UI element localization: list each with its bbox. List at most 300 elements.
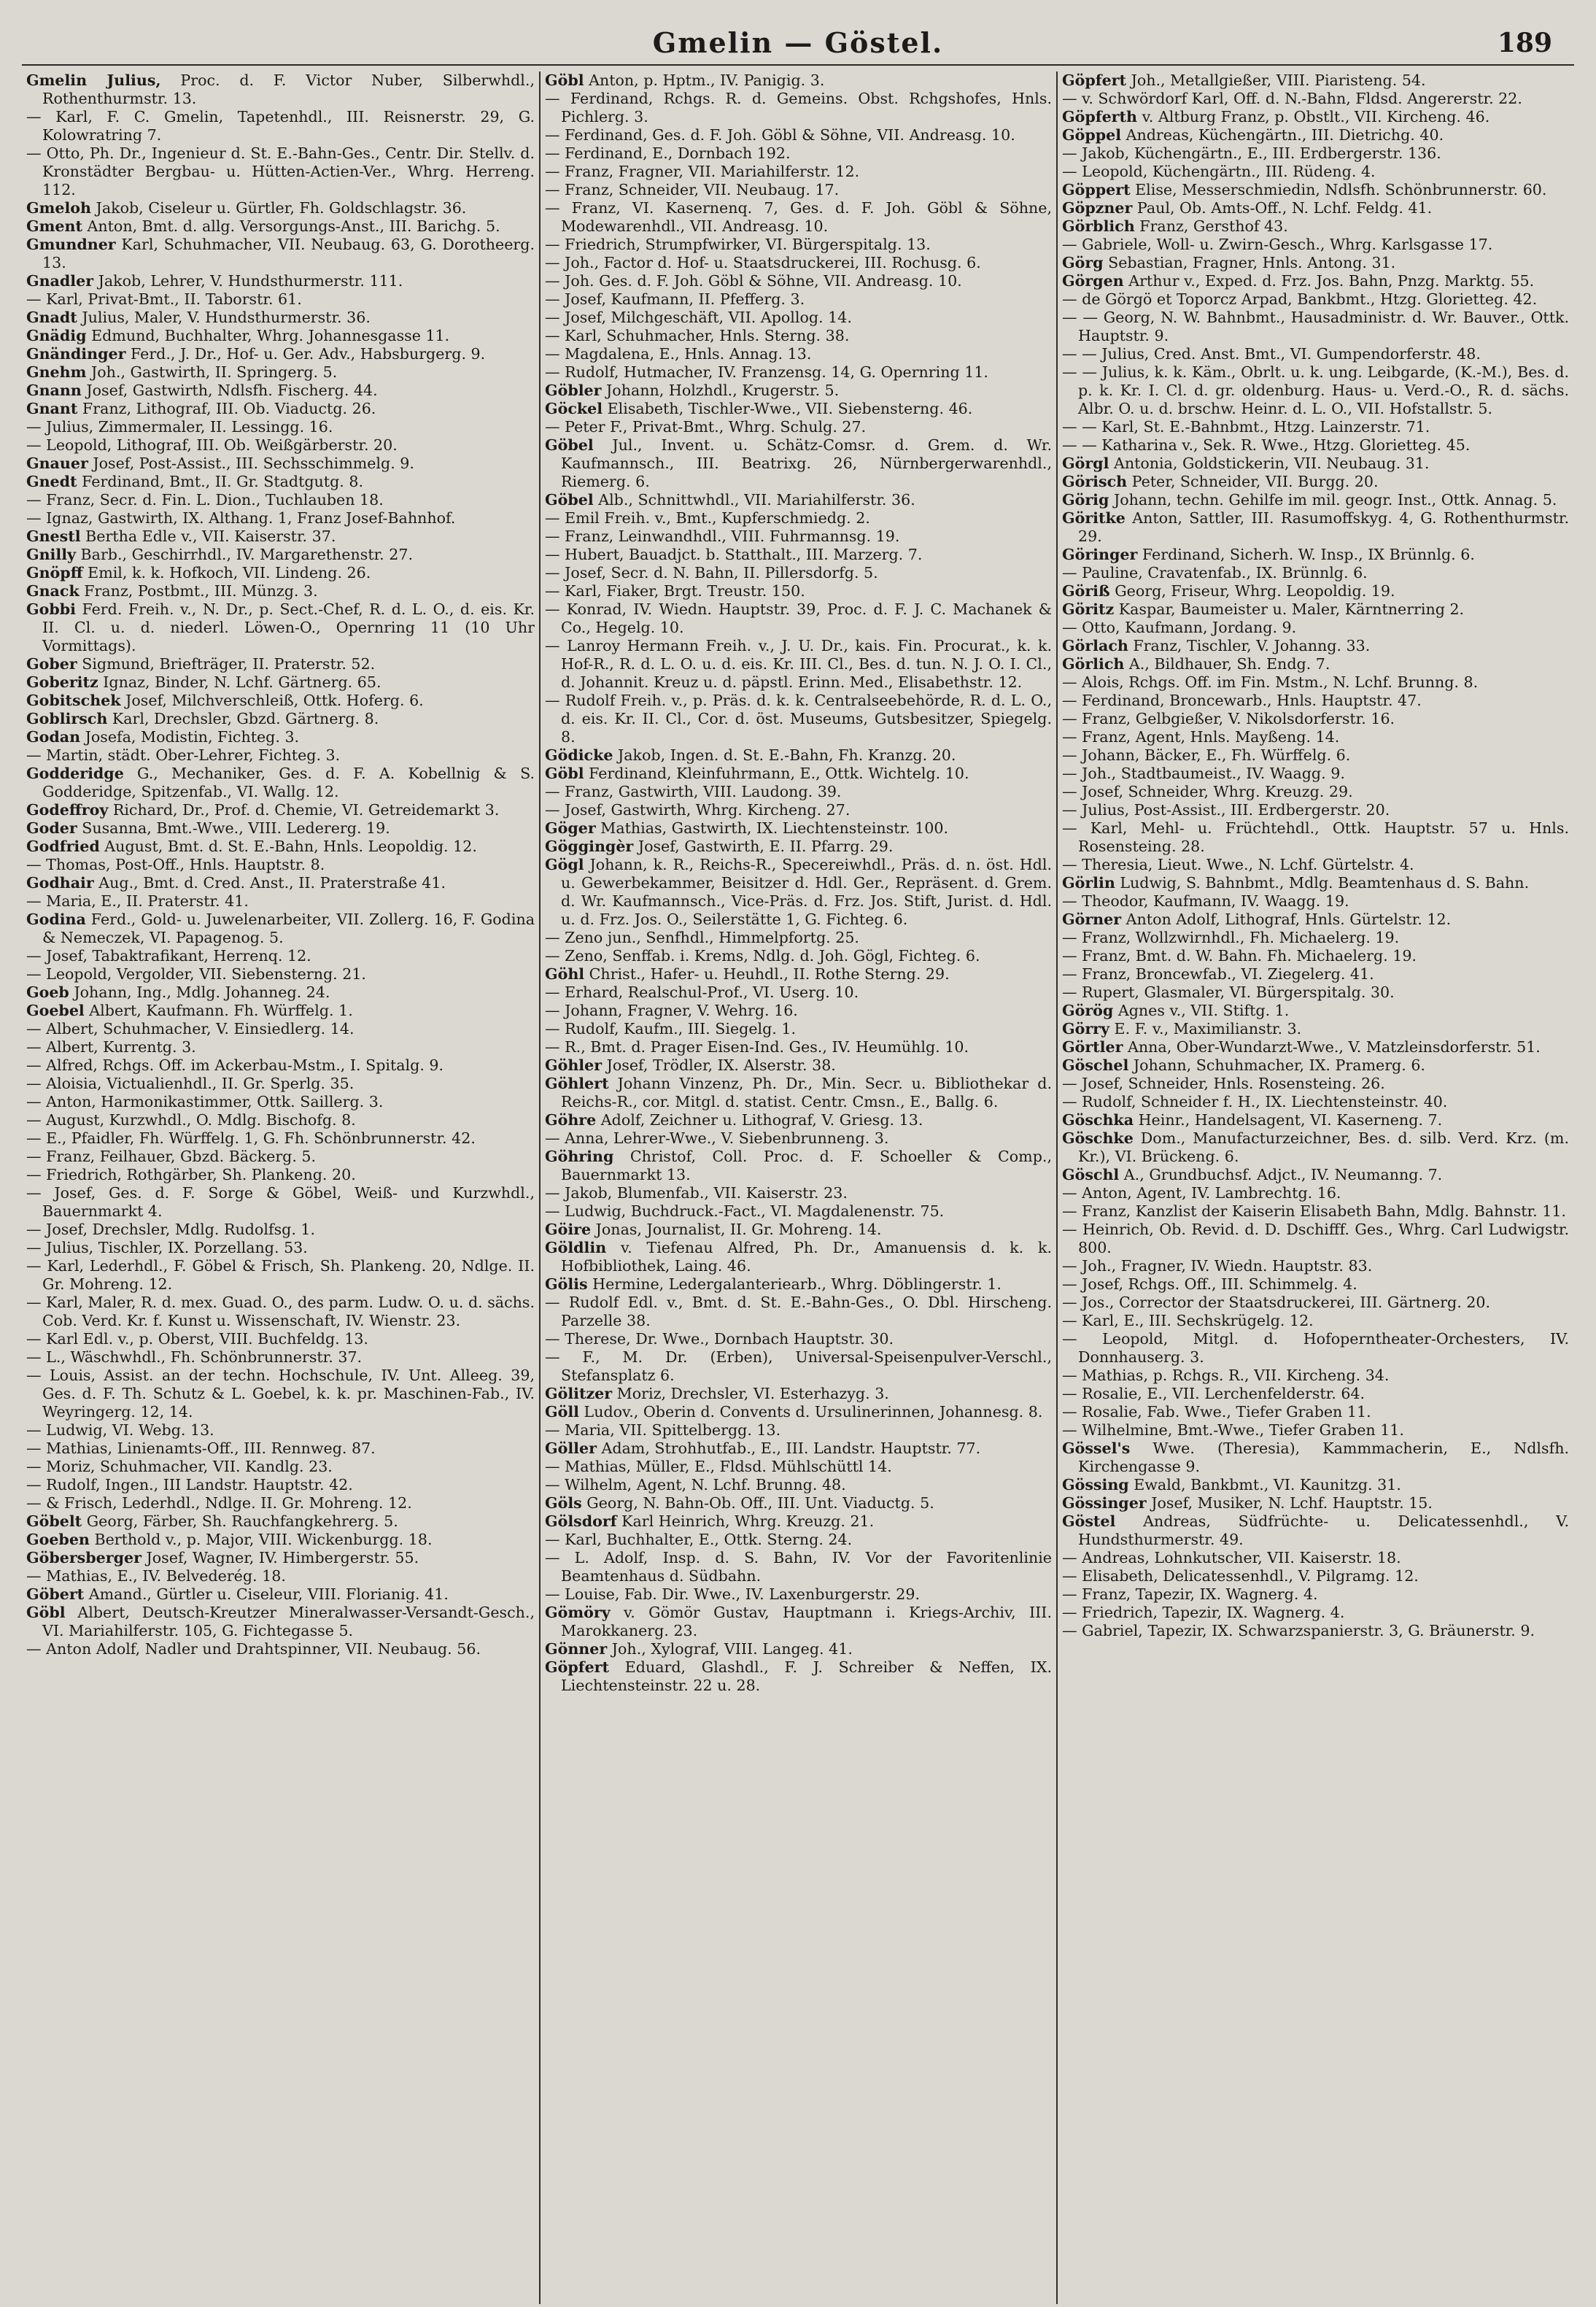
entry-surname: Göhl [545, 965, 585, 983]
entry-details: Ludwig, S. Bahnbmt., Mdlg. Beamtenhaus d. S. Bahn. [1115, 874, 1530, 892]
directory-entry [545, 1148, 1052, 1184]
directory-entry [26, 1458, 535, 1476]
entry-details: Karl, Schuhmacher, VII. Neubaug. 63, G. Dorotheerg. 13. [42, 236, 535, 271]
entry-details: Franz, Postbmt., III. Münzg. 3. [79, 582, 318, 600]
entry-details: — Josef, Schneider, Whrg. Kreuzg. 29. [1062, 783, 1353, 800]
entry-details: — — Karl, St. E.-Bahnbmt., Htzg. Lainzerstr. 71. [1062, 418, 1430, 436]
directory-entry [1062, 254, 1569, 272]
directory-entry [26, 1294, 535, 1330]
directory-entry [26, 327, 535, 345]
entry-details: Ewald, Bankbmt., VI. Kaunitzg. 31. [1128, 1476, 1401, 1493]
directory-entry [1062, 1002, 1569, 1020]
entry-details: — Anton, Harmonikastimmer, Ottk. Saillerg. 3. [26, 1093, 384, 1110]
entry-details: Ferd., Gold- u. Juwelenarbeiter, VII. Zollerg. 16, F. Godina & Nemeczek, VI. Papagenog. 5. [42, 911, 535, 946]
entry-details: Josef, Musiker, N. Lchf. Hauptstr. 15. [1146, 1494, 1433, 1512]
entry-details: — Franz, Fragner, VII. Mariahilferstr. 12. [545, 163, 860, 180]
directory-entry [545, 1330, 1052, 1348]
directory-entry [545, 1640, 1052, 1658]
entry-details: E. F. v., Maximilianstr. 3. [1109, 1020, 1302, 1037]
entry-details: Albert, Kaufmann. Fh. Würffelg. 1. [84, 1002, 353, 1019]
directory-entry [26, 600, 535, 655]
directory-entry [545, 72, 1052, 90]
directory-entry [1062, 801, 1569, 819]
directory-entry [1062, 1512, 1569, 1549]
directory-entry [1062, 746, 1569, 765]
directory-entry [26, 1148, 535, 1166]
directory-entry [1062, 1330, 1569, 1367]
directory-entry [26, 272, 535, 290]
entry-surname: Görög [1062, 1002, 1114, 1019]
directory-entry [545, 327, 1052, 345]
entry-details: — Franz, Schneider, VII. Neubaug. 17. [545, 181, 840, 198]
entry-details: — Franz, Tapezir, IX. Wagnerg. 4. [1062, 1585, 1318, 1603]
entry-surname: Goebel [26, 1002, 85, 1019]
directory-entry [545, 984, 1052, 1002]
entry-surname: Gölsdorf [545, 1512, 617, 1530]
directory-entry [545, 1385, 1052, 1403]
entry-details: — Alois, Rchgs. Off. im Fin. Mstm., N. Lchf. Brunng. 8. [1062, 673, 1479, 691]
directory-entry [545, 400, 1052, 418]
directory-entry [26, 436, 535, 455]
entry-details: Ludov., Oberin d. Convents d. Ursulinerinnen, Johannesg. 8. [578, 1403, 1043, 1421]
entry-details: Ferd., J. Dr., Hof- u. Ger. Adv., Habsburgerg. 9. [125, 345, 486, 363]
directory-entry [26, 418, 535, 436]
entry-details: — & Frisch, Lederhdl., Ndlge. II. Gr. Mohreng. 12. [26, 1494, 412, 1512]
directory-entry [545, 1531, 1052, 1549]
entry-details: Josef, Wagner, IV. Himbergerstr. 55. [141, 1549, 419, 1566]
directory-entry [26, 217, 535, 236]
entry-surname: Gnadt [26, 309, 77, 326]
entry-details: Emil, k. k. Hofkoch, VII. Lindeng. 26. [82, 564, 371, 581]
directory-entry [545, 163, 1052, 181]
directory-entry [26, 363, 535, 382]
entry-surname: Göschke [1062, 1129, 1134, 1147]
directory-entry [1062, 546, 1569, 564]
entry-surname: Gössinger [1062, 1494, 1147, 1512]
entry-surname: Göbelt [26, 1512, 82, 1530]
entry-details: — Rudolf, Hutmacher, IV. Franzensg. 14, G. Opernring 11. [545, 363, 988, 381]
directory-entry [26, 1512, 535, 1531]
directory-entry [26, 1184, 535, 1221]
directory-entry [1062, 874, 1569, 892]
entry-details: — Maria, E., II. Praterstr. 41. [26, 892, 249, 910]
directory-entry [1062, 655, 1569, 673]
entry-details: — Karl, Buchhalter, E., Ottk. Sterng. 24. [545, 1531, 853, 1548]
entry-surname: Gment [26, 217, 82, 235]
entry-surname: Görisch [1062, 473, 1128, 490]
directory-entry [26, 400, 535, 418]
directory-entry [26, 309, 535, 327]
entry-details: Johann, k. R., Reichs-R., Specereiwhdl., Präs. d. n. öst. Hdl. u. Gewerbekammer, Beisitzer d. Hdl. Ger., Repräsent. d. Grem. d. Wr. Kaufmannsch., Vice-Präs. d. Frz. Jos. Stift, Jurist. d. Hdl. u. d. Frz. Jos. O., Seilerstätte 1, G. Fichteg. 6. [561, 856, 1052, 928]
directory-entry [545, 90, 1052, 126]
entry-surname: Göppel [1062, 126, 1122, 144]
directory-entry [1062, 1221, 1569, 1257]
entry-details: Agnes v., VII. Stiftg. 1. [1113, 1002, 1290, 1019]
entry-surname: Gössel's [1062, 1440, 1131, 1457]
page-header [22, 20, 1574, 66]
entry-details: Elisabeth, Tischler-Wwe., VII. Siebensterng. 46. [603, 400, 973, 417]
entry-details: — Aloisia, Victualienhdl., II. Gr. Sperlg. 35. [26, 1075, 355, 1092]
entry-details: Sebastian, Fragner, Hnls. Antong. 31. [1103, 254, 1396, 271]
entry-details: — Wilhelm, Agent, N. Lchf. Brunng. 48. [545, 1476, 846, 1493]
entry-details: — Rupert, Glasmaler, VI. Bürgerspitalg. 30. [1062, 984, 1395, 1001]
entry-details: — L., Wäschwhdl., Fh. Schönbrunnerstr. 37. [26, 1348, 363, 1366]
entry-surname: Göldlin [545, 1239, 607, 1256]
directory-entry [26, 528, 535, 546]
entry-surname: Gnant [26, 400, 78, 417]
directory-entry [545, 1129, 1052, 1148]
entry-details: — Jos., Corrector der Staatsdruckerei, III. Gärtnerg. 20. [1062, 1294, 1491, 1311]
entry-details: — Moriz, Schuhmacher, VII. Kandlg. 23. [26, 1458, 333, 1475]
entry-details: Johann, Holzhdl., Krugerstr. 5. [601, 382, 840, 399]
entry-surname: Gömöry [545, 1604, 611, 1621]
entry-details: Kaspar, Baumeister u. Maler, Kärntnerring 2. [1114, 600, 1465, 618]
entry-surname: Goeb [26, 984, 69, 1001]
directory-entry [545, 345, 1052, 363]
entry-details: — Anna, Lehrer-Wwe., V. Siebenbrunneng. 3. [545, 1129, 889, 1147]
directory-entry [545, 1075, 1052, 1111]
entry-details: — Franz, Gelbgießer, V. Nikolsdorferstr. 16. [1062, 710, 1395, 727]
entry-details: — Karl, E., III. Sechskrügelg. 12. [1062, 1312, 1314, 1329]
entry-details: Josefa, Modistin, Fichteg. 3. [80, 728, 300, 746]
entry-details: Aug., Bmt. d. Cred. Anst., II. Praterstraße 41. [93, 874, 446, 892]
entry-details: Johann Vinzenz, Ph. Dr., Min. Secr. u. Bibliothekar d. Reichs-R., cor. Mitgl. d. statist. Centr. Cmsn., E., Ballg. 6. [561, 1075, 1052, 1110]
entry-details: Georg, N. Bahn-Ob. Off., III. Unt. Viaductg. 5. [581, 1494, 934, 1512]
entry-surname: Göpfert [1062, 72, 1127, 89]
directory-entry [26, 819, 535, 838]
entry-details: — Johann, Fragner, V. Wehrg. 16. [545, 1002, 798, 1019]
entry-surname: Göritz [1062, 600, 1115, 618]
entry-details: — Josef, Schneider, Hnls. Rosensteing. 26. [1062, 1075, 1385, 1092]
entry-surname: Görlin [1062, 874, 1115, 892]
directory-entry [1062, 1075, 1569, 1093]
directory-entry [545, 436, 1052, 491]
directory-entry [26, 856, 535, 874]
entry-details: Sigmund, Briefträger, II. Praterstr. 52. [77, 655, 376, 673]
entry-surname: Göbl [545, 72, 584, 89]
directory-entry [545, 1421, 1052, 1440]
entry-details: — Ferdinand, Broncewarb., Hnls. Hauptstr. 47. [1062, 692, 1422, 709]
entry-details: — Ludwig, Buchdruck.-Fact., VI. Magdalenenstr. 75. [545, 1202, 945, 1220]
entry-details: — Maria, VII. Spittelbergg. 13. [545, 1421, 781, 1439]
directory-entry [545, 1239, 1052, 1275]
directory-entry [545, 528, 1052, 546]
entry-surname: Göpfert [545, 1658, 610, 1676]
entry-details: — Elisabeth, Delicatessenhdl., V. Pilgramg. 12. [1062, 1567, 1419, 1585]
entry-details: Jakob, Ingen. d. St. E.-Bahn, Fh. Kranzg. 20. [613, 746, 956, 764]
entry-details: — v. Schwördorf Karl, Off. d. N.-Bahn, Fldsd. Angererstr. 22. [1062, 90, 1522, 107]
directory-entry [26, 108, 535, 144]
directory-entry [1062, 619, 1569, 637]
directory-entry [545, 582, 1052, 600]
entry-surname: Görig [1062, 491, 1109, 509]
entry-details: Christ., Hafer- u. Heuhdl., II. Rothe Sterng. 29. [584, 965, 950, 983]
directory-entry [26, 564, 535, 582]
entry-details: Jakob, Ciseleur u. Gürtler, Fh. Goldschlagstr. 36. [91, 199, 467, 217]
entry-surname: Godhair [26, 874, 94, 892]
directory-entry [26, 1093, 535, 1111]
entry-surname: Göschka [1062, 1111, 1134, 1129]
entry-details: Anton, Bmt. d. allg. Versorgungs-Anst., III. Barichg. 5. [82, 217, 500, 235]
directory-entry [26, 874, 535, 892]
entry-details: — Albert, Kurrentg. 3. [26, 1038, 196, 1056]
entry-details: v. Altburg Franz, p. Obstlt., VII. Kircheng. 46. [1137, 108, 1490, 125]
entry-surname: Göbel [545, 491, 594, 509]
entry-details: Karl Heinrich, Whrg. Kreuzg. 21. [616, 1512, 875, 1530]
entry-details: — Mathias, E., IV. Belvederég. 18. [26, 1567, 286, 1585]
entry-details: Ferdinand, Bmt., II. Gr. Stadtgutg. 8. [77, 473, 363, 490]
directory-entry [545, 1585, 1052, 1604]
entry-surname: Goder [26, 819, 77, 837]
entry-details: — Heinrich, Ob. Revid. d. D. Dschifff. Ges., Whrg. Carl Ludwigstr. 800. [1062, 1221, 1569, 1256]
entry-surname: Göbel [545, 436, 594, 454]
page-number: 189 [1497, 28, 1552, 58]
entry-details: Josef, Post-Assist., III. Sechsschimmelg. 9. [88, 455, 414, 472]
entry-details: Jul., Invent. u. Schätz-Comsr. d. Grem. d. Wr. Kaufmannsch., III. Beatrixg. 26, Nürnbergerwarenhdl., Riemerg. 6. [561, 436, 1052, 490]
entry-surname: Gödicke [545, 746, 613, 764]
entry-details: — Alfred, Rchgs. Off. im Ackerbau-Mstm., I. Spitalg. 9. [26, 1056, 444, 1074]
entry-details: — Karl, Schuhmacher, Hnls. Sterng. 38. [545, 327, 850, 344]
entry-details: — Otto, Kaufmann, Jordang. 9. [1062, 619, 1297, 636]
entry-surname: Görg [1062, 254, 1104, 271]
directory-entry [26, 345, 535, 363]
directory-entry [545, 819, 1052, 838]
entry-details: — Jakob, Küchengärtn., E., III. Erdbergerstr. 136. [1062, 144, 1441, 162]
directory-entry [1062, 1038, 1569, 1056]
directory-entry [26, 1367, 535, 1421]
entry-details: Joh., Gastwirth, II. Springerg. 5. [86, 363, 338, 381]
directory-entry [1062, 1385, 1569, 1403]
entry-details: — Karl, Lederhdl., F. Göbel & Frisch, Sh. Plankeng. 20, Ndlge. II. Gr. Mohreng. 12. [26, 1257, 535, 1293]
entry-details: — — Katharina v., Sek. R. Wwe., Htzg. Glorietteg. 45. [1062, 436, 1471, 454]
entry-details: — Mathias, Linienamts-Off., III. Rennweg. 87. [26, 1440, 376, 1457]
directory-entry [545, 765, 1052, 783]
entry-surname: Goblirsch [26, 710, 108, 727]
entry-details: — F., M. Dr. (Erben), Universal-Speisenpulver-Verschl., Stefansplatz 6. [545, 1348, 1052, 1384]
entry-details: Adolf, Zeichner u. Lithograf, V. Griesg. 13. [596, 1111, 923, 1129]
entry-surname: Godan [26, 728, 81, 746]
entry-details: — Karl, Fiaker, Brgt. Treustr. 150. [545, 582, 805, 600]
entry-details: — — Julius, k. k. Käm., Obrlt. u. k. ung. Leibgarde, (K.-M.), Bes. d. p. k. Kr. I. Cl. d. gr. oldenburg. Haus- u. Verd.-O., R. d. sächs. Albr. O. u. d. brschw. Heinr. d. L. O., VII. Hofstallstr. 5. [1062, 363, 1569, 417]
directory-entry [1062, 1421, 1569, 1440]
directory-entry [1062, 692, 1569, 710]
entry-surname: Göpzner [1062, 199, 1133, 217]
directory-entry [26, 236, 535, 272]
entry-details: v. Gömör Gustav, Hauptmann i. Kriegs-Archiv, III. Marokkanerg. 23. [561, 1604, 1052, 1639]
entry-details: — Mathias, Müller, E., Fldsd. Mühlschüttl 14. [545, 1458, 892, 1475]
entry-details: — Karl, Mehl- u. Früchtehdl., Ottk. Hauptstr. 57 u. Hnls. Rosensteing. 28. [1062, 819, 1569, 855]
entry-details: Bertha Edle v., VII. Kaiserstr. 37. [80, 528, 336, 545]
directory-entry [545, 546, 1052, 564]
entry-surname: Görblich [1062, 217, 1135, 235]
entry-details: — Gabriele, Woll- u. Zwirn-Gesch., Whrg. Karlsgasse 17. [1062, 236, 1493, 253]
entry-surname: Göbler [545, 382, 602, 399]
entry-details: — Rudolf Freih. v., p. Präs. d. k. k. Centralseebehörde, R. d. L. O., d. eis. Kr. II. Cl., Cor. d. öst. Museums, Gutsbesitzer, Spiegelg. 8. [545, 692, 1052, 746]
directory-entry [1062, 783, 1569, 801]
directory-entry [545, 1440, 1052, 1458]
entry-details: — Franz, Leinwandhdl., VIII. Fuhrmannsg. 19. [545, 528, 900, 545]
entry-surname: Gnedt [26, 473, 77, 490]
directory-entry [1062, 1184, 1569, 1202]
entry-surname: Göhring [545, 1148, 614, 1165]
entry-details: Georg, Färber, Sh. Rauchfangkehrerg. 5. [82, 1512, 398, 1530]
directory-entry [545, 856, 1052, 929]
entry-details: Franz, Lithograf, III. Ob. Viaductg. 26. [77, 400, 376, 417]
entry-details: — Franz, Kanzlist der Kaiserin Elisabeth Bahn, Mdlg. Bahnstr. 11. [1062, 1202, 1566, 1220]
entry-surname: Gnöpff [26, 564, 83, 581]
directory-entry [26, 1604, 535, 1640]
entry-details: — Konrad, IV. Wiedn. Hauptstr. 39, Proc. d. F. J. C. Machanek & Co., Hegelg. 10. [545, 600, 1052, 636]
entry-details: — Martin, städt. Ober-Lehrer, Fichteg. 3. [26, 746, 341, 764]
entry-details: — Lanroy Hermann Freih. v., J. U. Dr., kais. Fin. Procurat., k. k. Hof-R., R. d. L. O. u. d. eis. Kr. III. Cl., Bes. d. tun. N. J. O. I. Cl., d. Johannit. Kreuz u. d. päpstl. Erinn. Med., Elisabethstr. 12. [545, 637, 1052, 691]
entry-surname: Görtler [1062, 1038, 1123, 1056]
directory-entry [1062, 1440, 1569, 1476]
entry-details: — de Görgö et Toporcz Arpad, Bankbmt., Htzg. Glorietteg. 42. [1062, 290, 1538, 308]
directory-entry [1062, 1494, 1569, 1512]
entry-details: Franz, Tischler, V. Johanng. 33. [1128, 637, 1371, 654]
entry-details: — Rosalie, E., VII. Lerchenfelderstr. 64. [1062, 1385, 1365, 1402]
entry-details: — Andreas, Lohnkutscher, VII. Kaiserstr. 18. [1062, 1549, 1401, 1566]
entry-details: — Franz, Bmt. d. W. Bahn. Fh. Michaelerg. 19. [1062, 947, 1417, 965]
entry-surname: Göbl [545, 765, 584, 782]
directory-entry [26, 1640, 535, 1658]
entry-details: Heinr., Handelsagent, VI. Kaserneng. 7. [1134, 1111, 1443, 1129]
entry-details: Ferd. Freih. v., N. Dr., p. Sect.-Chef, R. d. L. O., d. eis. Kr. II. Cl. u. d. niederl. Löwen-O., Opernring 11 (10 Uhr Vormittags). [42, 600, 535, 654]
directory-entry [26, 1440, 535, 1458]
entry-details: — Rudolf, Kaufm., III. Siegelg. 1. [545, 1020, 797, 1037]
directory-entry [26, 290, 535, 309]
directory-entry [1062, 1604, 1569, 1622]
entry-details: — Karl, F. C. Gmelin, Tapetenhdl., III. Reisnerstr. 29, G. Kolowratring 7. [26, 108, 535, 144]
entry-details: — Zeno jun., Senfhdl., Himmelpfortg. 25. [545, 929, 859, 946]
entry-details: Adam, Strohhutfab., E., III. Landstr. Hauptstr. 77. [596, 1440, 981, 1457]
entry-details: Albert, Deutsch-Kreutzer Mineralwasser-Versandt-Gesch., VI. Mariahilferstr. 105, G. Fichtegasse 5. [42, 1604, 535, 1639]
directory-entry [1062, 90, 1569, 108]
directory-entry [26, 1421, 535, 1440]
entry-details: — Peter F., Privat-Bmt., Whrg. Schulg. 27. [545, 418, 867, 436]
directory-entry [1062, 856, 1569, 874]
directory-entry [1062, 1202, 1569, 1221]
entry-details: — Franz, Gastwirth, VIII. Laudong. 39. [545, 783, 842, 800]
directory-entry [1062, 1567, 1569, 1585]
directory-entry [545, 1202, 1052, 1221]
column-2 [539, 72, 1056, 2304]
directory-entry [1062, 965, 1569, 984]
entry-details: Proc. d. F. Victor Nuber, Silberwhdl., Rothenthurmstr. 13. [42, 72, 535, 107]
entry-details: Alb., Schnittwhdl., VII. Mariahilferstr. 36. [593, 491, 915, 509]
entry-details: Hermine, Ledergalanteriearb., Whrg. Döblingerstr. 1. [587, 1275, 1002, 1293]
entry-details: — Joh., Fragner, IV. Wiedn. Hauptstr. 83. [1062, 1257, 1373, 1275]
directory-entry [26, 947, 535, 965]
directory-entry [26, 473, 535, 491]
directory-entry [1062, 290, 1569, 309]
entry-details: — — Julius, Cred. Anst. Bmt., VI. Gumpendorferstr. 48. [1062, 345, 1481, 363]
entry-surname: Gmundner [26, 236, 116, 253]
entry-details: Ferdinand, Sicherh. W. Insp., IX Brünnlg. 6. [1137, 546, 1475, 563]
entry-details: Josef, Gastwirth, Ndlsfh. Fischerg. 44. [81, 382, 378, 399]
entry-details: Wwe. (Theresia), Kammmacherin, E., Ndlsfh. Kirchengasse 9. [1078, 1440, 1569, 1475]
directory-entry [1062, 1020, 1569, 1038]
entry-details: Andreas, Küchengärtn., III. Dietrichg. 40. [1121, 126, 1444, 144]
directory-entry [1062, 1622, 1569, 1640]
entry-surname: Göhre [545, 1111, 597, 1129]
directory-entry [1062, 1166, 1569, 1184]
directory-entry [545, 509, 1052, 528]
entry-details: — Karl, Privat-Bmt., II. Taborstr. 61. [26, 290, 302, 308]
directory-entry [545, 181, 1052, 199]
entry-details: — Emil Freih. v., Bmt., Kupferschmiedg. 2. [545, 509, 870, 527]
entry-details: Edmund, Buchhalter, Whrg. Johannesgasse 11. [86, 327, 450, 344]
entry-details: — Josef, Rchgs. Off., III. Schimmelg. 4. [1062, 1275, 1357, 1293]
entry-details: — Friedrich, Tapezir, IX. Wagnerg. 4. [1062, 1604, 1345, 1621]
entry-details: — L. Adolf, Insp. d. S. Bahn, IV. Vor der Favoritenlinie Beamtenhaus d. Südbahn. [545, 1549, 1052, 1585]
directory-entry [545, 1275, 1052, 1294]
directory-entry [26, 1585, 535, 1604]
entry-details: — Ferdinand, Ges. d. F. Joh. Göbl & Söhne, VII. Andreasg. 10. [545, 126, 1015, 144]
directory-entry [1062, 108, 1569, 126]
entry-surname: Gmelin Julius, [26, 72, 161, 89]
entry-details: — Julius, Post-Assist., III. Erdbergerstr. 20. [1062, 801, 1390, 819]
entry-details: Jonas, Journalist, II. Gr. Mohreng. 14. [591, 1221, 882, 1238]
entry-details: — Albert, Schuhmacher, V. Einsiedlerg. 14. [26, 1020, 355, 1037]
directory-entry [545, 947, 1052, 965]
directory-entry [26, 491, 535, 509]
entry-details: Elise, Messerschmiedin, Ndlsfh. Schönbrunnerstr. 60. [1130, 181, 1547, 198]
entry-details: — Franz, VI. Kasernenq. 7, Ges. d. F. Joh. Göbl & Söhne, Modewarenhdl., VII. Andreasg. 10. [545, 199, 1052, 235]
entry-surname: Göritke [1062, 509, 1126, 527]
directory-entry [26, 746, 535, 765]
directory-entry [1062, 637, 1569, 655]
entry-surname: Gnann [26, 382, 82, 399]
entry-surname: Göls [545, 1494, 582, 1512]
entry-surname: Göhlert [545, 1075, 609, 1092]
directory-entry [545, 254, 1052, 272]
entry-details: — Josef, Kaufmann, II. Pfefferg. 3. [545, 290, 805, 308]
entry-surname: Göller [545, 1440, 597, 1457]
entry-details: Jakob, Lehrer, V. Hundsthurmerstr. 111. [93, 272, 403, 290]
directory-entry [1062, 72, 1569, 90]
directory-entry [1062, 1275, 1569, 1294]
directory-entry [545, 363, 1052, 382]
entry-surname: Godderidge [26, 765, 124, 782]
entry-details: Karl, Drechsler, Gbzd. Gärtnerg. 8. [107, 710, 379, 727]
directory-entry [545, 929, 1052, 947]
directory-entry [1062, 929, 1569, 947]
entry-details: — Rudolf, Ingen., III Landstr. Hauptstr. 42. [26, 1476, 353, 1493]
directory-entry [1062, 236, 1569, 254]
entry-details: — Wilhelmine, Bmt.-Wwe., Tiefer Graben 11. [1062, 1421, 1404, 1439]
directory-entry [26, 1166, 535, 1184]
directory-entry [545, 290, 1052, 309]
directory-entry [26, 655, 535, 673]
directory-entry [26, 1239, 535, 1257]
entry-details: Franz, Gersthof 43. [1134, 217, 1288, 235]
directory-entry [1062, 911, 1569, 929]
directory-entry [26, 144, 535, 199]
entry-details: Richard, Dr., Prof. d. Chemie, VI. Getreidemarkt 3. [108, 801, 500, 819]
entry-details: — Theresia, Lieut. Wwe., N. Lchf. Gürtelstr. 4. [1062, 856, 1414, 873]
entry-details: Moriz, Drechsler, VI. Esterhazyg. 3. [612, 1385, 889, 1402]
entry-details: — Jakob, Blumenfab., VII. Kaiserstr. 23. [545, 1184, 848, 1202]
entry-details: Andreas, Südfrüchte- u. Delicatessenhdl., V. Hundsthurmerstr. 49. [1078, 1512, 1569, 1548]
entry-surname: Gnestl [26, 528, 81, 545]
directory-entry [26, 1056, 535, 1075]
directory-entry [1062, 1056, 1569, 1075]
entry-surname: Gnadler [26, 272, 94, 290]
directory-entry [26, 1494, 535, 1512]
directory-entry [545, 838, 1052, 856]
entry-details: Johann, Schuhmacher, IX. Pramerg. 6. [1128, 1056, 1425, 1074]
